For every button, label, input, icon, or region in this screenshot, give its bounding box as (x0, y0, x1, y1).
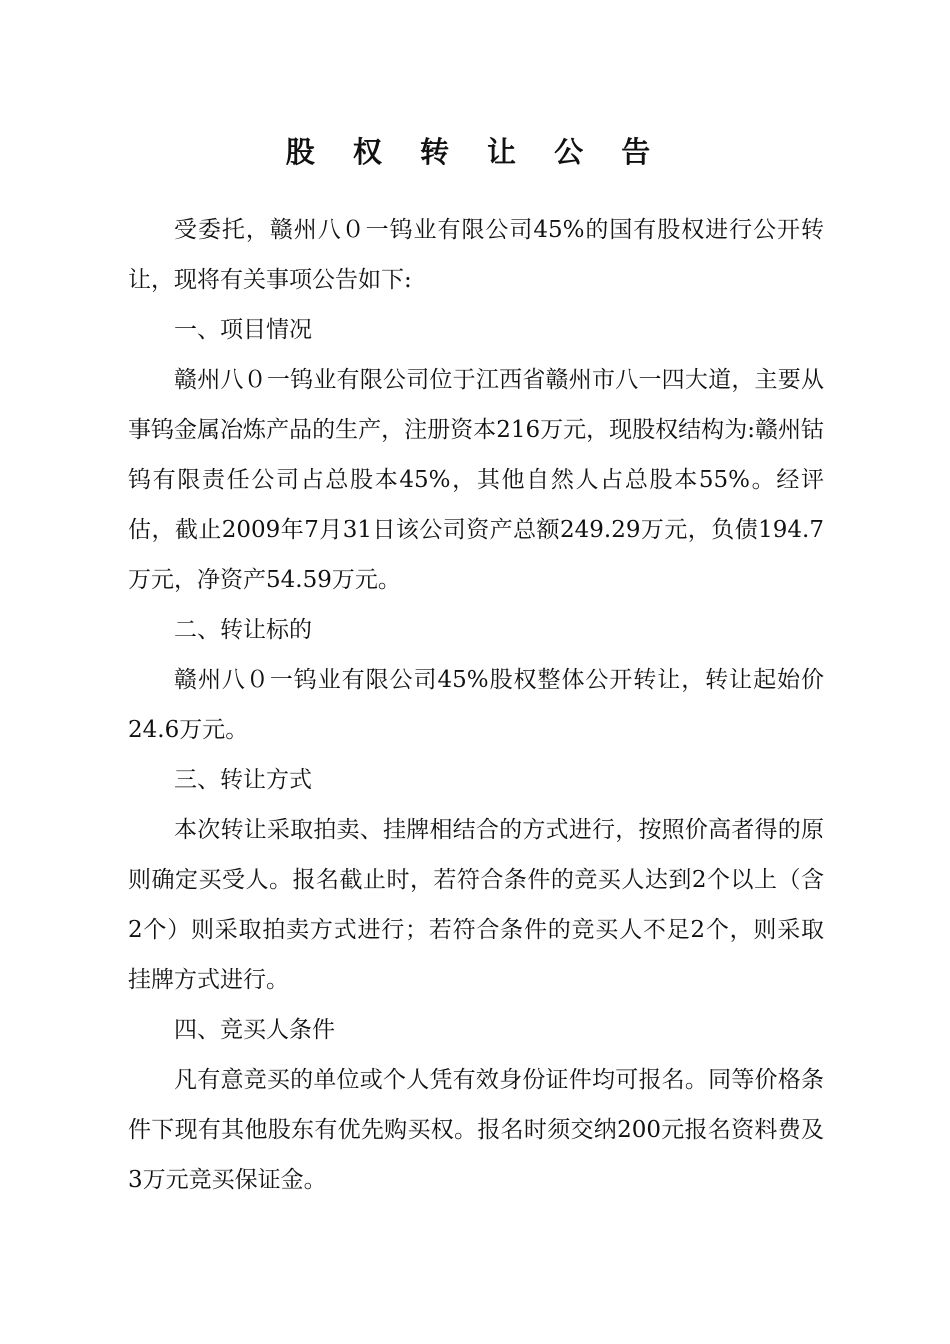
bidder-paragraph: 凡有意竞买的单位或个人凭有效身份证件均可报名。同等价格条件下现有其他股东有优先购买权。报名时须交纳200元报名资料费及3万元竞买保证金。 (128, 1067, 824, 1193)
section-heading-bidder: 四、竞买人条件 (174, 1017, 335, 1043)
section-heading-target: 二、转让标的 (174, 617, 312, 643)
document-title: 股 权 转 让 公 告 (285, 135, 665, 169)
method-paragraph: 本次转让采取拍卖、挂牌相结合的方式进行，按照价高者得的原则确定买受人。报名截止时，若符合条件的竞买人达到2个以上（含2个）则采取拍卖方式进行；若符合条件的竞买人不足2个，则采取挂牌方式进行。 (128, 817, 824, 993)
target-paragraph: 赣州八０一钨业有限公司45%股权整体公开转让，转让起始价24.6万元。 (128, 667, 824, 743)
document-body (128, 205, 824, 1205)
intro-paragraph: 受委托，赣州八０一钨业有限公司45%的国有股权进行公开转让，现将有关事项公告如下: (128, 217, 824, 293)
section-heading-method: 三、转让方式 (174, 767, 312, 793)
section-heading-project: 一、项目情况 (174, 317, 312, 343)
project-paragraph: 赣州八０一钨业有限公司位于江西省赣州市八一四大道，主要从事钨金属冶炼产品的生产，注册资本216万元，现股权结构为:赣州钴钨有限责任公司占总股本45%，其他自然人占总股本55%。经评估，截止2009年7月31日该公司资产总额249.29万元，负债194.7万元，净资产54.59万元。 (128, 367, 824, 593)
